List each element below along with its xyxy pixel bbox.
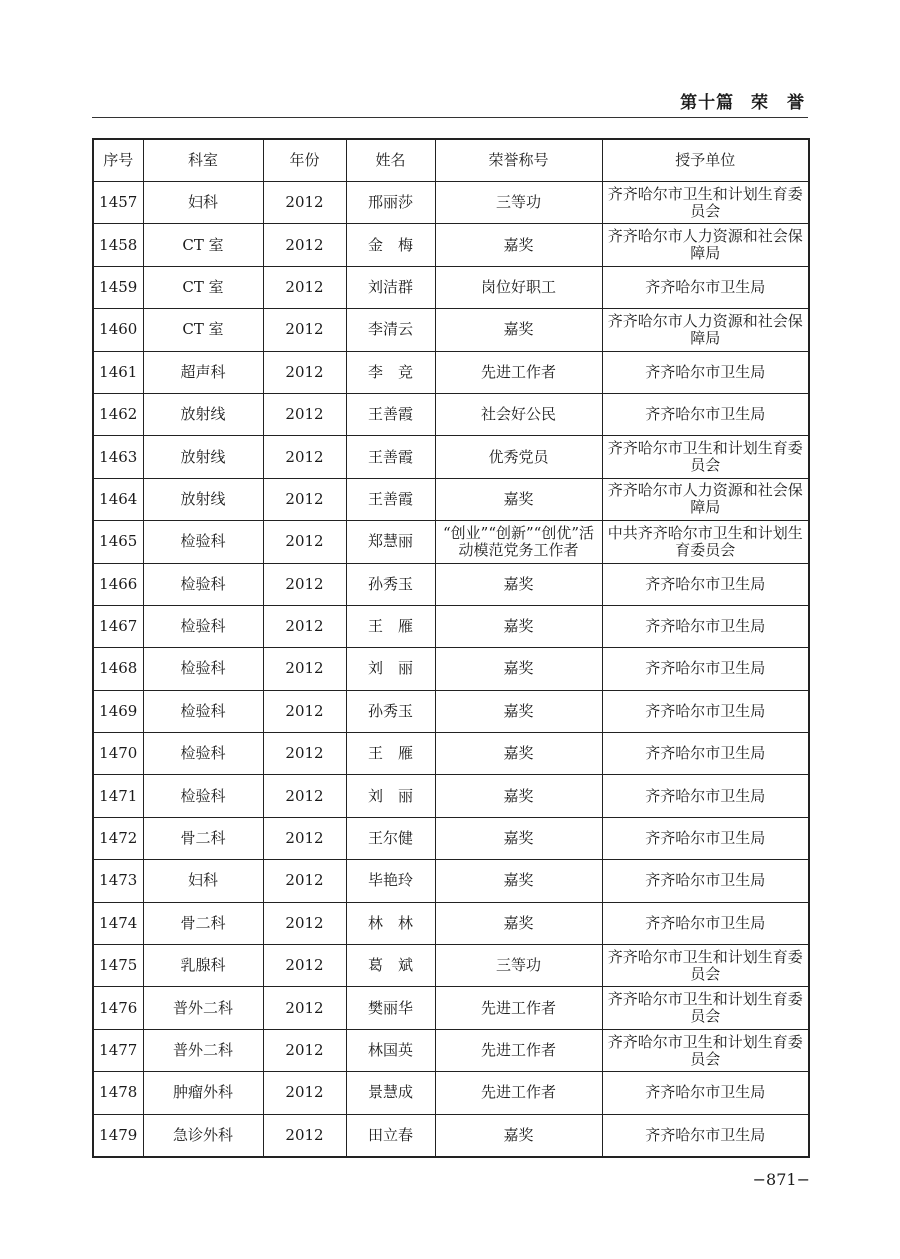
column-header: 科室 xyxy=(143,139,263,182)
table-row xyxy=(93,351,809,393)
year-cell: 2012 xyxy=(263,860,346,902)
honor-cell: 社会好公民 xyxy=(435,393,602,435)
table-row xyxy=(93,945,809,987)
department-cell: 普外二科 xyxy=(143,1029,263,1071)
serial-cell: 1466 xyxy=(93,563,143,605)
department-cell: 妇科 xyxy=(143,182,263,224)
table-row xyxy=(93,690,809,732)
column-header: 姓名 xyxy=(346,139,435,182)
year-cell: 2012 xyxy=(263,1072,346,1114)
honor-cell: 先进工作者 xyxy=(435,1072,602,1114)
year-cell: 2012 xyxy=(263,690,346,732)
serial-cell: 1460 xyxy=(93,309,143,351)
name-cell: 刘洁群 xyxy=(346,266,435,308)
department-cell: 检验科 xyxy=(143,733,263,775)
header-rule xyxy=(92,117,808,118)
year-cell: 2012 xyxy=(263,733,346,775)
honor-cell: 先进工作者 xyxy=(435,1029,602,1071)
year-cell: 2012 xyxy=(263,648,346,690)
grantor-cell: 齐齐哈尔市卫生局 xyxy=(602,351,809,393)
table-row xyxy=(93,1114,809,1157)
serial-cell: 1473 xyxy=(93,860,143,902)
table-row xyxy=(93,393,809,435)
department-cell: 肿瘤外科 xyxy=(143,1072,263,1114)
department-cell: 骨二科 xyxy=(143,902,263,944)
serial-cell: 1462 xyxy=(93,393,143,435)
department-cell: 普外二科 xyxy=(143,987,263,1029)
department-cell: 放射线 xyxy=(143,393,263,435)
department-cell: CT 室 xyxy=(143,266,263,308)
year-cell: 2012 xyxy=(263,351,346,393)
table-body xyxy=(93,182,809,1157)
year-cell: 2012 xyxy=(263,393,346,435)
table-row xyxy=(93,521,809,563)
year-cell: 2012 xyxy=(263,563,346,605)
year-cell: 2012 xyxy=(263,987,346,1029)
name-cell: 李 竞 xyxy=(346,351,435,393)
honor-cell: 嘉奖 xyxy=(435,690,602,732)
name-cell: 王 雁 xyxy=(346,733,435,775)
serial-cell: 1477 xyxy=(93,1029,143,1071)
honor-cell: 优秀党员 xyxy=(435,436,602,478)
name-cell: 刘 丽 xyxy=(346,648,435,690)
table-row xyxy=(93,182,809,224)
honor-cell: 嘉奖 xyxy=(435,733,602,775)
table-row xyxy=(93,563,809,605)
honor-cell: “创业”“创新”“创优”活动模范党务工作者 xyxy=(435,521,602,563)
serial-cell: 1479 xyxy=(93,1114,143,1157)
honor-table xyxy=(92,138,810,1158)
year-cell: 2012 xyxy=(263,478,346,520)
table-row xyxy=(93,817,809,859)
grantor-cell: 齐齐哈尔市卫生局 xyxy=(602,1072,809,1114)
name-cell: 金 梅 xyxy=(346,224,435,266)
year-cell: 2012 xyxy=(263,775,346,817)
grantor-cell: 齐齐哈尔市卫生局 xyxy=(602,817,809,859)
table-row xyxy=(93,860,809,902)
grantor-cell: 齐齐哈尔市卫生和计划生育委员会 xyxy=(602,987,809,1029)
page-number: −871− xyxy=(752,1170,810,1189)
department-cell: 检验科 xyxy=(143,521,263,563)
honor-cell: 嘉奖 xyxy=(435,478,602,520)
department-cell: 检验科 xyxy=(143,775,263,817)
year-cell: 2012 xyxy=(263,902,346,944)
serial-cell: 1458 xyxy=(93,224,143,266)
grantor-cell: 齐齐哈尔市人力资源和社会保障局 xyxy=(602,309,809,351)
name-cell: 葛 斌 xyxy=(346,945,435,987)
honor-cell: 嘉奖 xyxy=(435,860,602,902)
serial-cell: 1471 xyxy=(93,775,143,817)
grantor-cell: 齐齐哈尔市卫生局 xyxy=(602,860,809,902)
year-cell: 2012 xyxy=(263,436,346,478)
column-header: 序号 xyxy=(93,139,143,182)
grantor-cell: 齐齐哈尔市卫生和计划生育委员会 xyxy=(602,945,809,987)
table-row xyxy=(93,605,809,647)
name-cell: 郑慧丽 xyxy=(346,521,435,563)
honor-cell: 先进工作者 xyxy=(435,351,602,393)
honor-cell: 三等功 xyxy=(435,945,602,987)
serial-cell: 1476 xyxy=(93,987,143,1029)
running-header xyxy=(640,88,805,113)
table-row xyxy=(93,436,809,478)
name-cell: 景慧成 xyxy=(346,1072,435,1114)
table-row xyxy=(93,902,809,944)
grantor-cell: 齐齐哈尔市卫生局 xyxy=(602,266,809,308)
table-row xyxy=(93,224,809,266)
honor-cell: 嘉奖 xyxy=(435,224,602,266)
serial-cell: 1475 xyxy=(93,945,143,987)
grantor-cell: 齐齐哈尔市卫生局 xyxy=(602,775,809,817)
grantor-cell: 齐齐哈尔市卫生局 xyxy=(602,733,809,775)
column-header: 年份 xyxy=(263,139,346,182)
serial-cell: 1457 xyxy=(93,182,143,224)
name-cell: 王善霞 xyxy=(346,478,435,520)
year-cell: 2012 xyxy=(263,945,346,987)
department-cell: CT 室 xyxy=(143,309,263,351)
honor-cell: 嘉奖 xyxy=(435,1114,602,1157)
year-cell: 2012 xyxy=(263,1029,346,1071)
table-row xyxy=(93,1029,809,1071)
honor-cell: 嘉奖 xyxy=(435,605,602,647)
department-cell: 妇科 xyxy=(143,860,263,902)
name-cell: 林 林 xyxy=(346,902,435,944)
column-header: 荣誉称号 xyxy=(435,139,602,182)
serial-cell: 1464 xyxy=(93,478,143,520)
grantor-cell: 齐齐哈尔市人力资源和社会保障局 xyxy=(602,224,809,266)
grantor-cell: 齐齐哈尔市卫生和计划生育委员会 xyxy=(602,436,809,478)
name-cell: 李清云 xyxy=(346,309,435,351)
table-row xyxy=(93,266,809,308)
name-cell: 毕艳玲 xyxy=(346,860,435,902)
department-cell: CT 室 xyxy=(143,224,263,266)
grantor-cell: 中共齐齐哈尔市卫生和计划生育委员会 xyxy=(602,521,809,563)
serial-cell: 1459 xyxy=(93,266,143,308)
name-cell: 孙秀玉 xyxy=(346,690,435,732)
honor-cell: 先进工作者 xyxy=(435,987,602,1029)
serial-cell: 1470 xyxy=(93,733,143,775)
honor-cell: 岗位好职工 xyxy=(435,266,602,308)
year-cell: 2012 xyxy=(263,266,346,308)
column-header: 授予单位 xyxy=(602,139,809,182)
department-cell: 超声科 xyxy=(143,351,263,393)
department-cell: 检验科 xyxy=(143,605,263,647)
honor-cell: 嘉奖 xyxy=(435,817,602,859)
name-cell: 樊丽华 xyxy=(346,987,435,1029)
name-cell: 田立春 xyxy=(346,1114,435,1157)
table-row xyxy=(93,1072,809,1114)
table-row xyxy=(93,309,809,351)
name-cell: 王 雁 xyxy=(346,605,435,647)
year-cell: 2012 xyxy=(263,1114,346,1157)
grantor-cell: 齐齐哈尔市卫生和计划生育委员会 xyxy=(602,182,809,224)
grantor-cell: 齐齐哈尔市卫生局 xyxy=(602,605,809,647)
grantor-cell: 齐齐哈尔市卫生局 xyxy=(602,648,809,690)
serial-cell: 1469 xyxy=(93,690,143,732)
honor-cell: 嘉奖 xyxy=(435,775,602,817)
honor-cell: 三等功 xyxy=(435,182,602,224)
serial-cell: 1461 xyxy=(93,351,143,393)
name-cell: 孙秀玉 xyxy=(346,563,435,605)
grantor-cell: 齐齐哈尔市卫生局 xyxy=(602,563,809,605)
section-label: 第十篇 xyxy=(680,93,735,113)
table-row xyxy=(93,648,809,690)
serial-cell: 1467 xyxy=(93,605,143,647)
grantor-cell: 齐齐哈尔市卫生局 xyxy=(602,902,809,944)
honor-cell: 嘉奖 xyxy=(435,648,602,690)
year-cell: 2012 xyxy=(263,605,346,647)
department-cell: 急诊外科 xyxy=(143,1114,263,1157)
grantor-cell: 齐齐哈尔市卫生和计划生育委员会 xyxy=(602,1029,809,1071)
department-cell: 乳腺科 xyxy=(143,945,263,987)
honor-cell: 嘉奖 xyxy=(435,309,602,351)
grantor-cell: 齐齐哈尔市卫生局 xyxy=(602,690,809,732)
year-cell: 2012 xyxy=(263,521,346,563)
table-row xyxy=(93,733,809,775)
name-cell: 林国英 xyxy=(346,1029,435,1071)
department-cell: 检验科 xyxy=(143,648,263,690)
serial-cell: 1463 xyxy=(93,436,143,478)
serial-cell: 1474 xyxy=(93,902,143,944)
department-cell: 检验科 xyxy=(143,563,263,605)
year-cell: 2012 xyxy=(263,817,346,859)
table-row xyxy=(93,478,809,520)
table-row xyxy=(93,775,809,817)
serial-cell: 1465 xyxy=(93,521,143,563)
year-cell: 2012 xyxy=(263,224,346,266)
serial-cell: 1468 xyxy=(93,648,143,690)
year-cell: 2012 xyxy=(263,182,346,224)
department-cell: 检验科 xyxy=(143,690,263,732)
name-cell: 王善霞 xyxy=(346,436,435,478)
year-cell: 2012 xyxy=(263,309,346,351)
name-cell: 王尔健 xyxy=(346,817,435,859)
department-cell: 骨二科 xyxy=(143,817,263,859)
name-cell: 刘 丽 xyxy=(346,775,435,817)
table-header-row xyxy=(93,139,809,182)
section-title: 荣 誉 xyxy=(751,93,805,113)
name-cell: 邢丽莎 xyxy=(346,182,435,224)
honor-cell: 嘉奖 xyxy=(435,902,602,944)
grantor-cell: 齐齐哈尔市卫生局 xyxy=(602,1114,809,1157)
honor-cell: 嘉奖 xyxy=(435,563,602,605)
serial-cell: 1478 xyxy=(93,1072,143,1114)
department-cell: 放射线 xyxy=(143,436,263,478)
grantor-cell: 齐齐哈尔市卫生局 xyxy=(602,393,809,435)
table-row xyxy=(93,987,809,1029)
name-cell: 王善霞 xyxy=(346,393,435,435)
grantor-cell: 齐齐哈尔市人力资源和社会保障局 xyxy=(602,478,809,520)
serial-cell: 1472 xyxy=(93,817,143,859)
department-cell: 放射线 xyxy=(143,478,263,520)
